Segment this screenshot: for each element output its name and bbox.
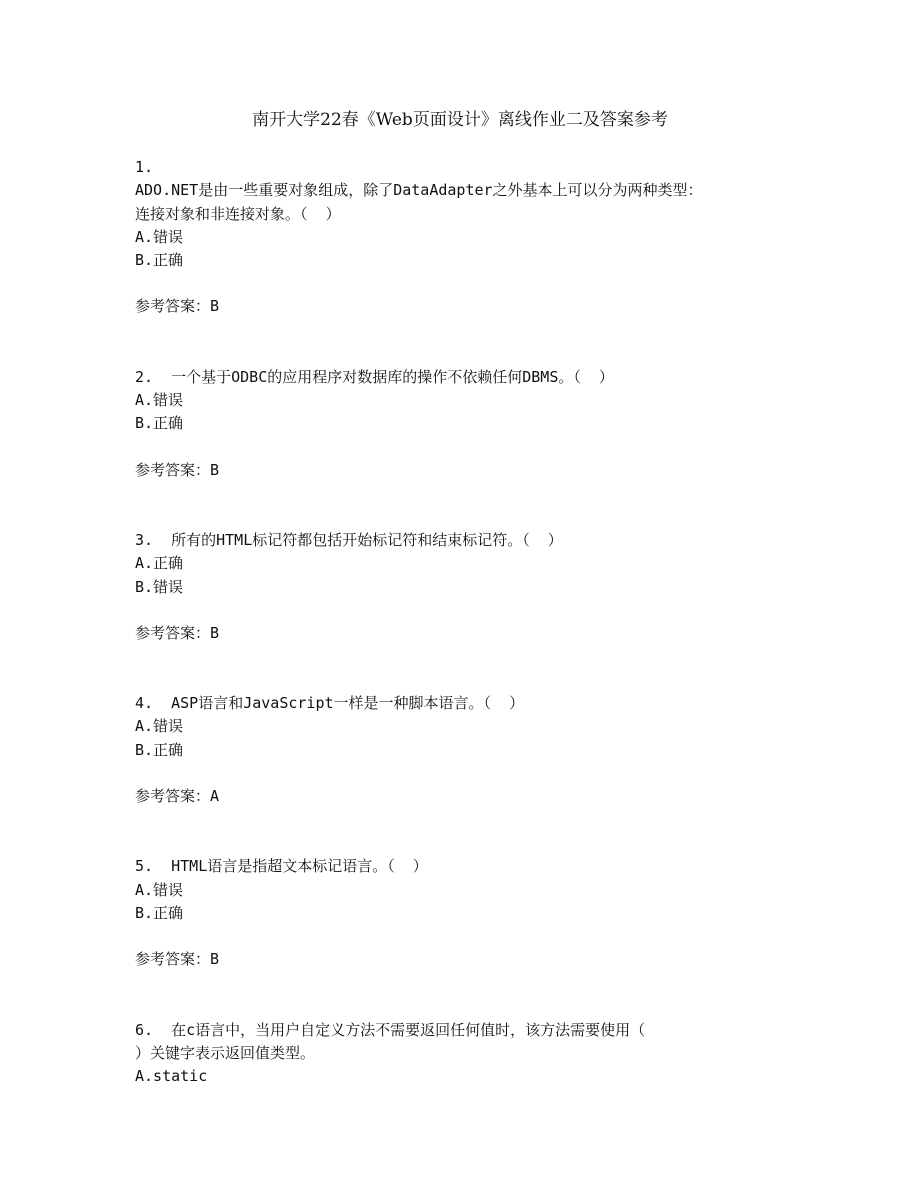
option-b: B.正确 (135, 903, 184, 922)
option-a: A.static (135, 1067, 208, 1086)
document-title: 南开大学22春《Web页面设计》离线作业二及答案参考 (252, 110, 668, 130)
question-stem-line: 2. 一个基于ODBC的应用程序对数据库的操作不依赖任何DBMS。（ ） (135, 367, 614, 386)
question-stem-line: 3. 所有的HTML标记符都包括开始标记符和结束标记符。（ ） (135, 530, 563, 549)
option-a: A.错误 (135, 880, 184, 899)
question-stem-line: 1. (135, 158, 154, 176)
reference-answer: 参考答案：B (135, 950, 220, 969)
question-6 (135, 1019, 795, 1089)
option-b: B.错误 (135, 577, 184, 596)
reference-answer: 参考答案：B (135, 623, 220, 642)
option-b: B.正确 (135, 251, 184, 270)
option-a: A.错误 (135, 391, 184, 410)
question-stem-line: 4. ASP语言和JavaScript一样是一种脚本语言。（ ） (135, 694, 525, 713)
option-b: B.正确 (135, 740, 184, 759)
option-b: B.正确 (135, 414, 184, 433)
question-list (135, 156, 795, 1135)
question-stem-line: ADO.NET是由一些重要对象组成，除了DataAdapter之外基本上可以分为两种类型： (135, 181, 703, 200)
reference-answer: 参考答案：B (135, 460, 220, 479)
option-a: A.正确 (135, 554, 184, 573)
reference-answer: 参考答案：A (135, 787, 220, 806)
option-a: A.错误 (135, 227, 184, 246)
reference-answer: 参考答案：B (135, 297, 220, 316)
question-stem-line: 5. HTML语言是指超文本标记语言。（ ） (135, 857, 428, 876)
question-3 (135, 529, 795, 645)
question-1 (135, 156, 795, 319)
question-stem-line: ）关键字表示返回值类型。 (135, 1043, 316, 1062)
question-2 (135, 366, 795, 482)
option-a: A.错误 (135, 717, 184, 736)
question-stem-line: 连接对象和非连接对象。（ ） (135, 204, 341, 223)
question-4 (135, 692, 795, 808)
question-5 (135, 855, 795, 971)
question-stem-line: 6. 在c语言中，当用户自定义方法不需要返回任何值时，该方法需要使用（ (135, 1020, 646, 1039)
